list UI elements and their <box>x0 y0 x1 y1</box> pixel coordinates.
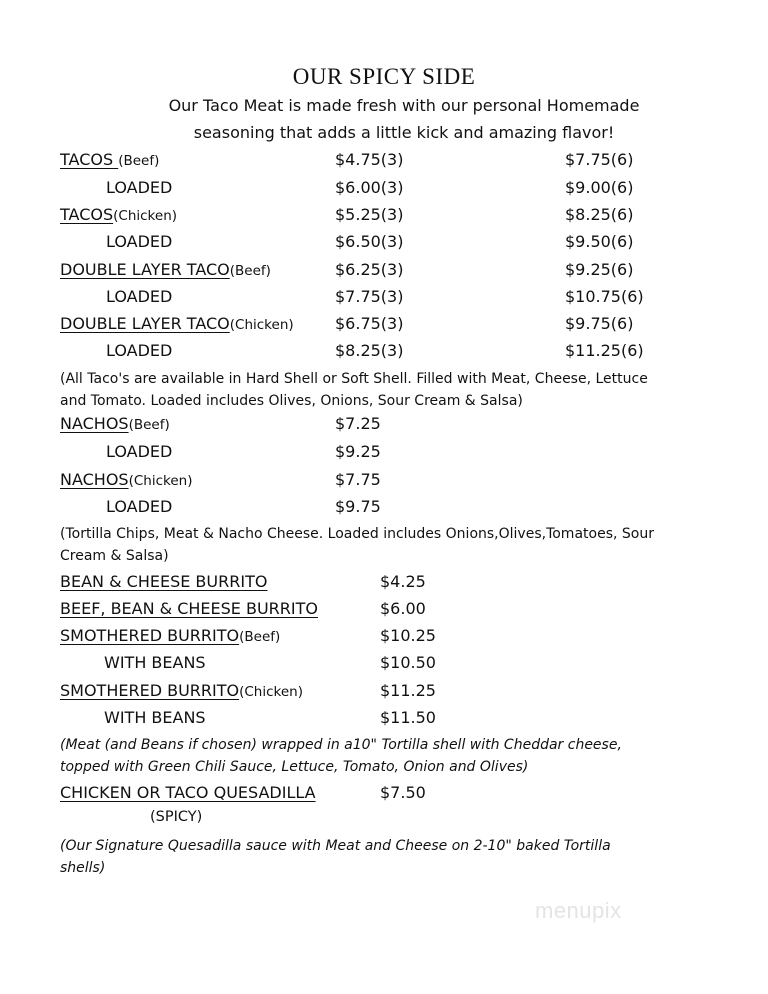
price: $10.50 <box>380 653 436 672</box>
item-name: DOUBLE LAYER TACO <box>60 260 230 279</box>
item-name: SMOTHERED BURRITO <box>60 681 240 700</box>
price-6: $9.50(6) <box>565 232 634 251</box>
price-6: $10.75(6) <box>565 287 644 306</box>
price-6: $9.75(6) <box>565 314 634 333</box>
price: $7.75 <box>335 470 381 489</box>
item-name: LOADED <box>106 341 173 360</box>
note-line: (Meat (and Beans if chosen) wrapped in a10" Tortilla shell with Cheddar cheese, <box>60 737 622 753</box>
menu-item <box>60 414 170 433</box>
item-name: LOADED <box>106 442 173 461</box>
item-qualifier: (Chicken) <box>229 317 294 333</box>
item-name: DOUBLE LAYER TACO <box>60 314 230 333</box>
price: $6.00 <box>380 599 426 618</box>
price-6: $11.25(6) <box>565 341 644 360</box>
item-name: LOADED <box>106 178 173 197</box>
item-name: SMOTHERED BURRITO <box>60 626 240 645</box>
price: $9.75 <box>335 497 381 516</box>
burritos-note <box>60 734 710 778</box>
quesadilla-note <box>60 835 710 879</box>
menu-item <box>60 783 316 802</box>
price: $7.50 <box>380 783 426 802</box>
item-name: NACHOS <box>60 414 129 433</box>
price-3: $4.75(3) <box>335 150 404 169</box>
menu-item <box>60 470 192 489</box>
item-qualifier: (Beef) <box>118 153 160 169</box>
menu-item <box>60 150 159 169</box>
item-name: TACOS <box>60 205 114 224</box>
price-6: $7.75(6) <box>565 150 634 169</box>
price: $4.25 <box>380 572 426 591</box>
item-name: CHICKEN OR TACO QUESADILLA <box>60 783 316 802</box>
price-3: $8.25(3) <box>335 341 404 360</box>
price: $7.25 <box>335 414 381 433</box>
item-name: TACOS <box>60 150 119 169</box>
item-qualifier: (Beef) <box>239 629 281 645</box>
price-3: $6.25(3) <box>335 260 404 279</box>
tacos-note <box>60 368 710 412</box>
price-6: $9.25(6) <box>565 260 634 279</box>
intro-line-2: seasoning that adds a little kick and amazing flavor! <box>193 123 615 142</box>
price-3: $5.25(3) <box>335 205 404 224</box>
price: $10.25 <box>380 626 436 645</box>
note-line: Cream & Salsa) <box>60 548 169 564</box>
price-6: $9.00(6) <box>565 178 634 197</box>
intro-line-1: Our Taco Meat is made fresh with our personal Homemade <box>168 96 640 115</box>
watermark: menupix <box>535 898 622 923</box>
note-line: and Tomato. Loaded includes Olives, Onions, Sour Cream & Salsa) <box>60 393 523 409</box>
item-name: NACHOS <box>60 470 129 489</box>
price-3: $6.75(3) <box>335 314 404 333</box>
item-name: BEAN & CHEESE BURRITO <box>60 572 268 591</box>
item-name: WITH BEANS <box>104 653 206 672</box>
item-qualifier: (Chicken) <box>113 208 178 224</box>
menu-item <box>60 681 303 700</box>
menu-item <box>60 572 267 591</box>
note-line: (Our Signature Quesadilla sauce with Meat and Cheese on 2-10" baked Tortilla <box>60 838 611 854</box>
price-3: $6.50(3) <box>335 232 404 251</box>
nachos-note <box>60 523 710 567</box>
item-name: WITH BEANS <box>104 708 206 727</box>
note-line: topped with Green Chili Sauce, Lettuce, Tomato, Onion and Olives) <box>60 759 529 775</box>
menu-item <box>60 205 177 224</box>
price: $11.25 <box>380 681 436 700</box>
price-6: $8.25(6) <box>565 205 634 224</box>
price: $9.25 <box>335 442 381 461</box>
menu-item <box>60 314 294 333</box>
item-qualifier: (Chicken) <box>239 684 303 700</box>
menu-item <box>60 599 318 618</box>
item-name: LOADED <box>106 232 173 251</box>
note-line: (All Taco's are available in Hard Shell or Soft Shell. Filled with Meat, Cheese, Lettuce <box>60 371 648 387</box>
menu-item <box>60 626 280 645</box>
price-3: $7.75(3) <box>335 287 404 306</box>
menu-item <box>60 260 271 279</box>
item-qualifier: (Chicken) <box>128 473 193 489</box>
price-3: $6.00(3) <box>335 178 404 197</box>
item-qualifier: (Beef) <box>128 417 170 433</box>
spicy-tag: (SPICY) <box>150 809 203 825</box>
item-qualifier: (Beef) <box>229 263 271 279</box>
note-line: shells) <box>60 860 106 876</box>
note-line: (Tortilla Chips, Meat & Nacho Cheese. Loaded includes Onions,Olives,Tomatoes, Sour <box>60 526 654 542</box>
item-name: BEEF, BEAN & CHEESE BURRITO <box>60 599 318 618</box>
item-name: LOADED <box>106 497 173 516</box>
item-name: LOADED <box>106 287 173 306</box>
page-title: OUR SPICY SIDE <box>292 64 476 89</box>
price: $11.50 <box>380 708 436 727</box>
